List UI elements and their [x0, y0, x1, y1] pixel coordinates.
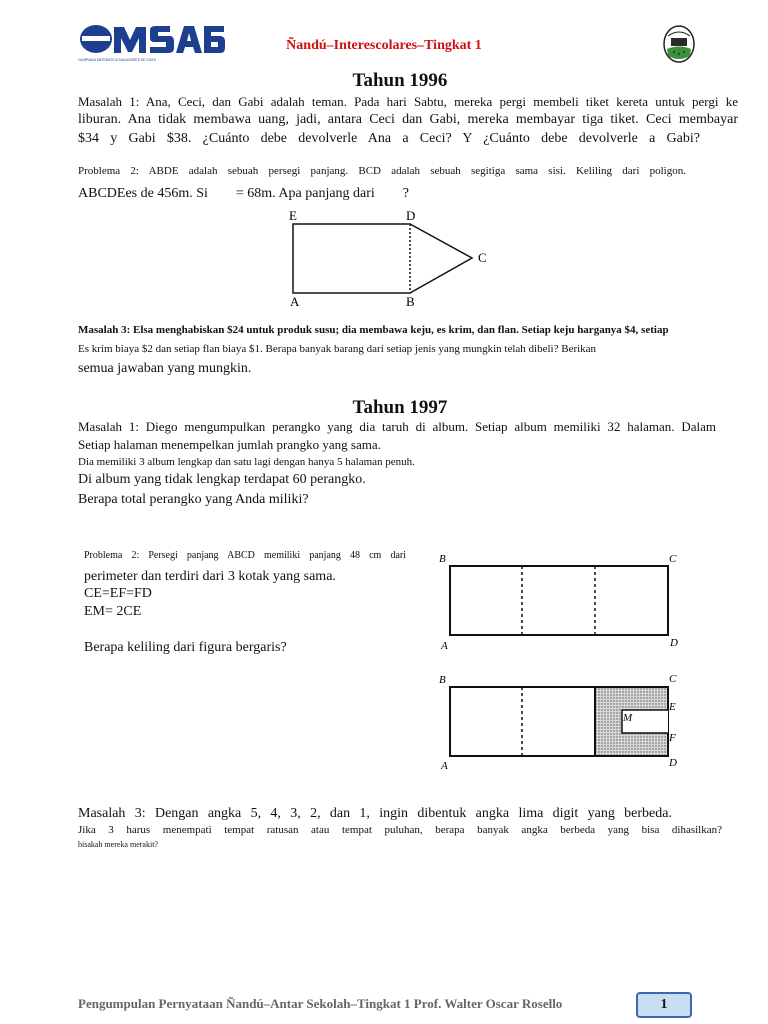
p1996-1-line1: Masalah 1: Ana, Ceci, dan Gabi adalah teman. Pada hari Sabtu, mereka pergi membeli tiket kereta untuk pergi ke: [78, 94, 738, 109]
fig1-label-d: D: [670, 637, 678, 649]
p1996-3-line2: Es krim biaya $2 dan setiap flan biaya $1. Berapa banyak barang dari setiap jenis yang mungkin telah dibeli? Berikan: [78, 343, 597, 355]
p1997-2-line3: CE=EF=FD: [84, 586, 152, 601]
page-number: 1: [636, 992, 692, 1018]
label-e: E: [289, 208, 297, 223]
school-emblem: [660, 22, 698, 66]
label-a: A: [290, 294, 300, 309]
p1997-1-line3: Dia memiliki 3 album lengkap dan satu lagi dengan hanya 5 halaman penuh.: [78, 456, 415, 468]
p1997-3-line2: Jika 3 harus menempati tempat ratusan atau tempat puluhan, berapa banyak angka berbeda yang bisa dihasilkan?: [78, 824, 722, 836]
label-c: C: [478, 250, 487, 265]
fig2-label-a: A: [441, 760, 448, 772]
label-d: D: [406, 208, 416, 223]
rectangle-abcd: [450, 566, 668, 635]
p1996-1-line3: $34 y Gabi $38. ¿Cuánto debe devolverle Ana a Ceci? Y ¿Cuánto debe devolverle a Gabi?: [78, 131, 700, 146]
fig1-label-b: B: [439, 553, 446, 565]
p1997-1-line5: Berapa total perangko yang Anda miliki?: [78, 492, 309, 507]
p1997-1-line2: Setiap halaman menempelkan jumlah prangko yang sama.: [78, 437, 381, 452]
fig2-label-d: D: [669, 757, 677, 769]
fig2-label-m: M: [623, 712, 633, 724]
figure-abde-bcd: [280, 205, 510, 310]
p1997-2-line5: Berapa keliling dari figura bergaris?: [84, 640, 287, 655]
figure-striped-region: [436, 670, 686, 776]
p1996-3-line1: Masalah 3: Elsa menghabiskan $24 untuk produk susu; dia membawa keju, es krim, dan flan. Setiap keju harganya $4, setiap: [78, 324, 669, 336]
footer-text: Pengumpulan Pernyataan Ñandú–Antar Sekolah–Tingkat 1 Prof. Walter Oscar Rosello: [78, 996, 563, 1011]
p1996-2-line2: ABCDEes de 456m. Si = 68m. Apa panjang dari ?: [78, 186, 410, 201]
p1997-2-line1: Problema 2: Persegi panjang ABCD memiliki panjang 48 cm dari: [84, 550, 406, 561]
p1997-1-line1: Masalah 1: Diego mengumpulkan perangko yang dia taruh di album. Setiap album memiliki 32 halaman. Dalam: [78, 419, 716, 434]
fig2-label-e: E: [669, 701, 676, 713]
p1997-2-line4: EM= 2CE: [84, 604, 142, 619]
p1996-2-line1: Problema 2: ABDE adalah sebuah persegi panjang. BCD adalah sebuah segitiga sama sisi. Keliling dari poligon.: [78, 165, 686, 177]
p1997-2-line2: perimeter dan terdiri dari 3 kotak yang sama.: [84, 569, 336, 584]
p1997-3-line3: bisakah mereka merakit?: [78, 840, 158, 849]
label-b: B: [406, 294, 415, 309]
fig1-label-a: A: [441, 640, 448, 652]
fig2-label-c: C: [669, 673, 677, 685]
logo-caption: OLIMPIADA MATEMATICA SAN ANDRES DE GILES: [78, 58, 156, 62]
p1997-1-line4: Di album yang tidak lengkap terdapat 60 perangko.: [78, 472, 366, 487]
year-1997-title: Tahun 1997: [352, 397, 448, 418]
p1996-1-line2: liburan. Ana tidak membawa uang, jadi, antara Ceci dan Gabi, mereka membayar tiga tiket. Ceci membayar: [78, 112, 738, 127]
rectangle-abde: [293, 224, 410, 293]
triangle-bcd: [410, 224, 472, 293]
school-emblem-icon: [660, 22, 698, 66]
figure-abcd-three-squares: [436, 548, 686, 652]
p1996-3-line3: semua jawaban yang mungkin.: [78, 361, 252, 376]
fig1-label-c: C: [669, 553, 677, 565]
page-header-title: Ñandú–Interescolares–Tingkat 1: [286, 38, 482, 53]
year-1996-title: Tahun 1996: [352, 70, 448, 91]
fig2-label-f: F: [669, 732, 676, 744]
p1997-3-line1: Masalah 3: Dengan angka 5, 4, 3, 2, dan 1, ingin dibentuk angka lima digit yang berbeda.: [78, 806, 672, 821]
fig2-label-b: B: [439, 674, 446, 686]
